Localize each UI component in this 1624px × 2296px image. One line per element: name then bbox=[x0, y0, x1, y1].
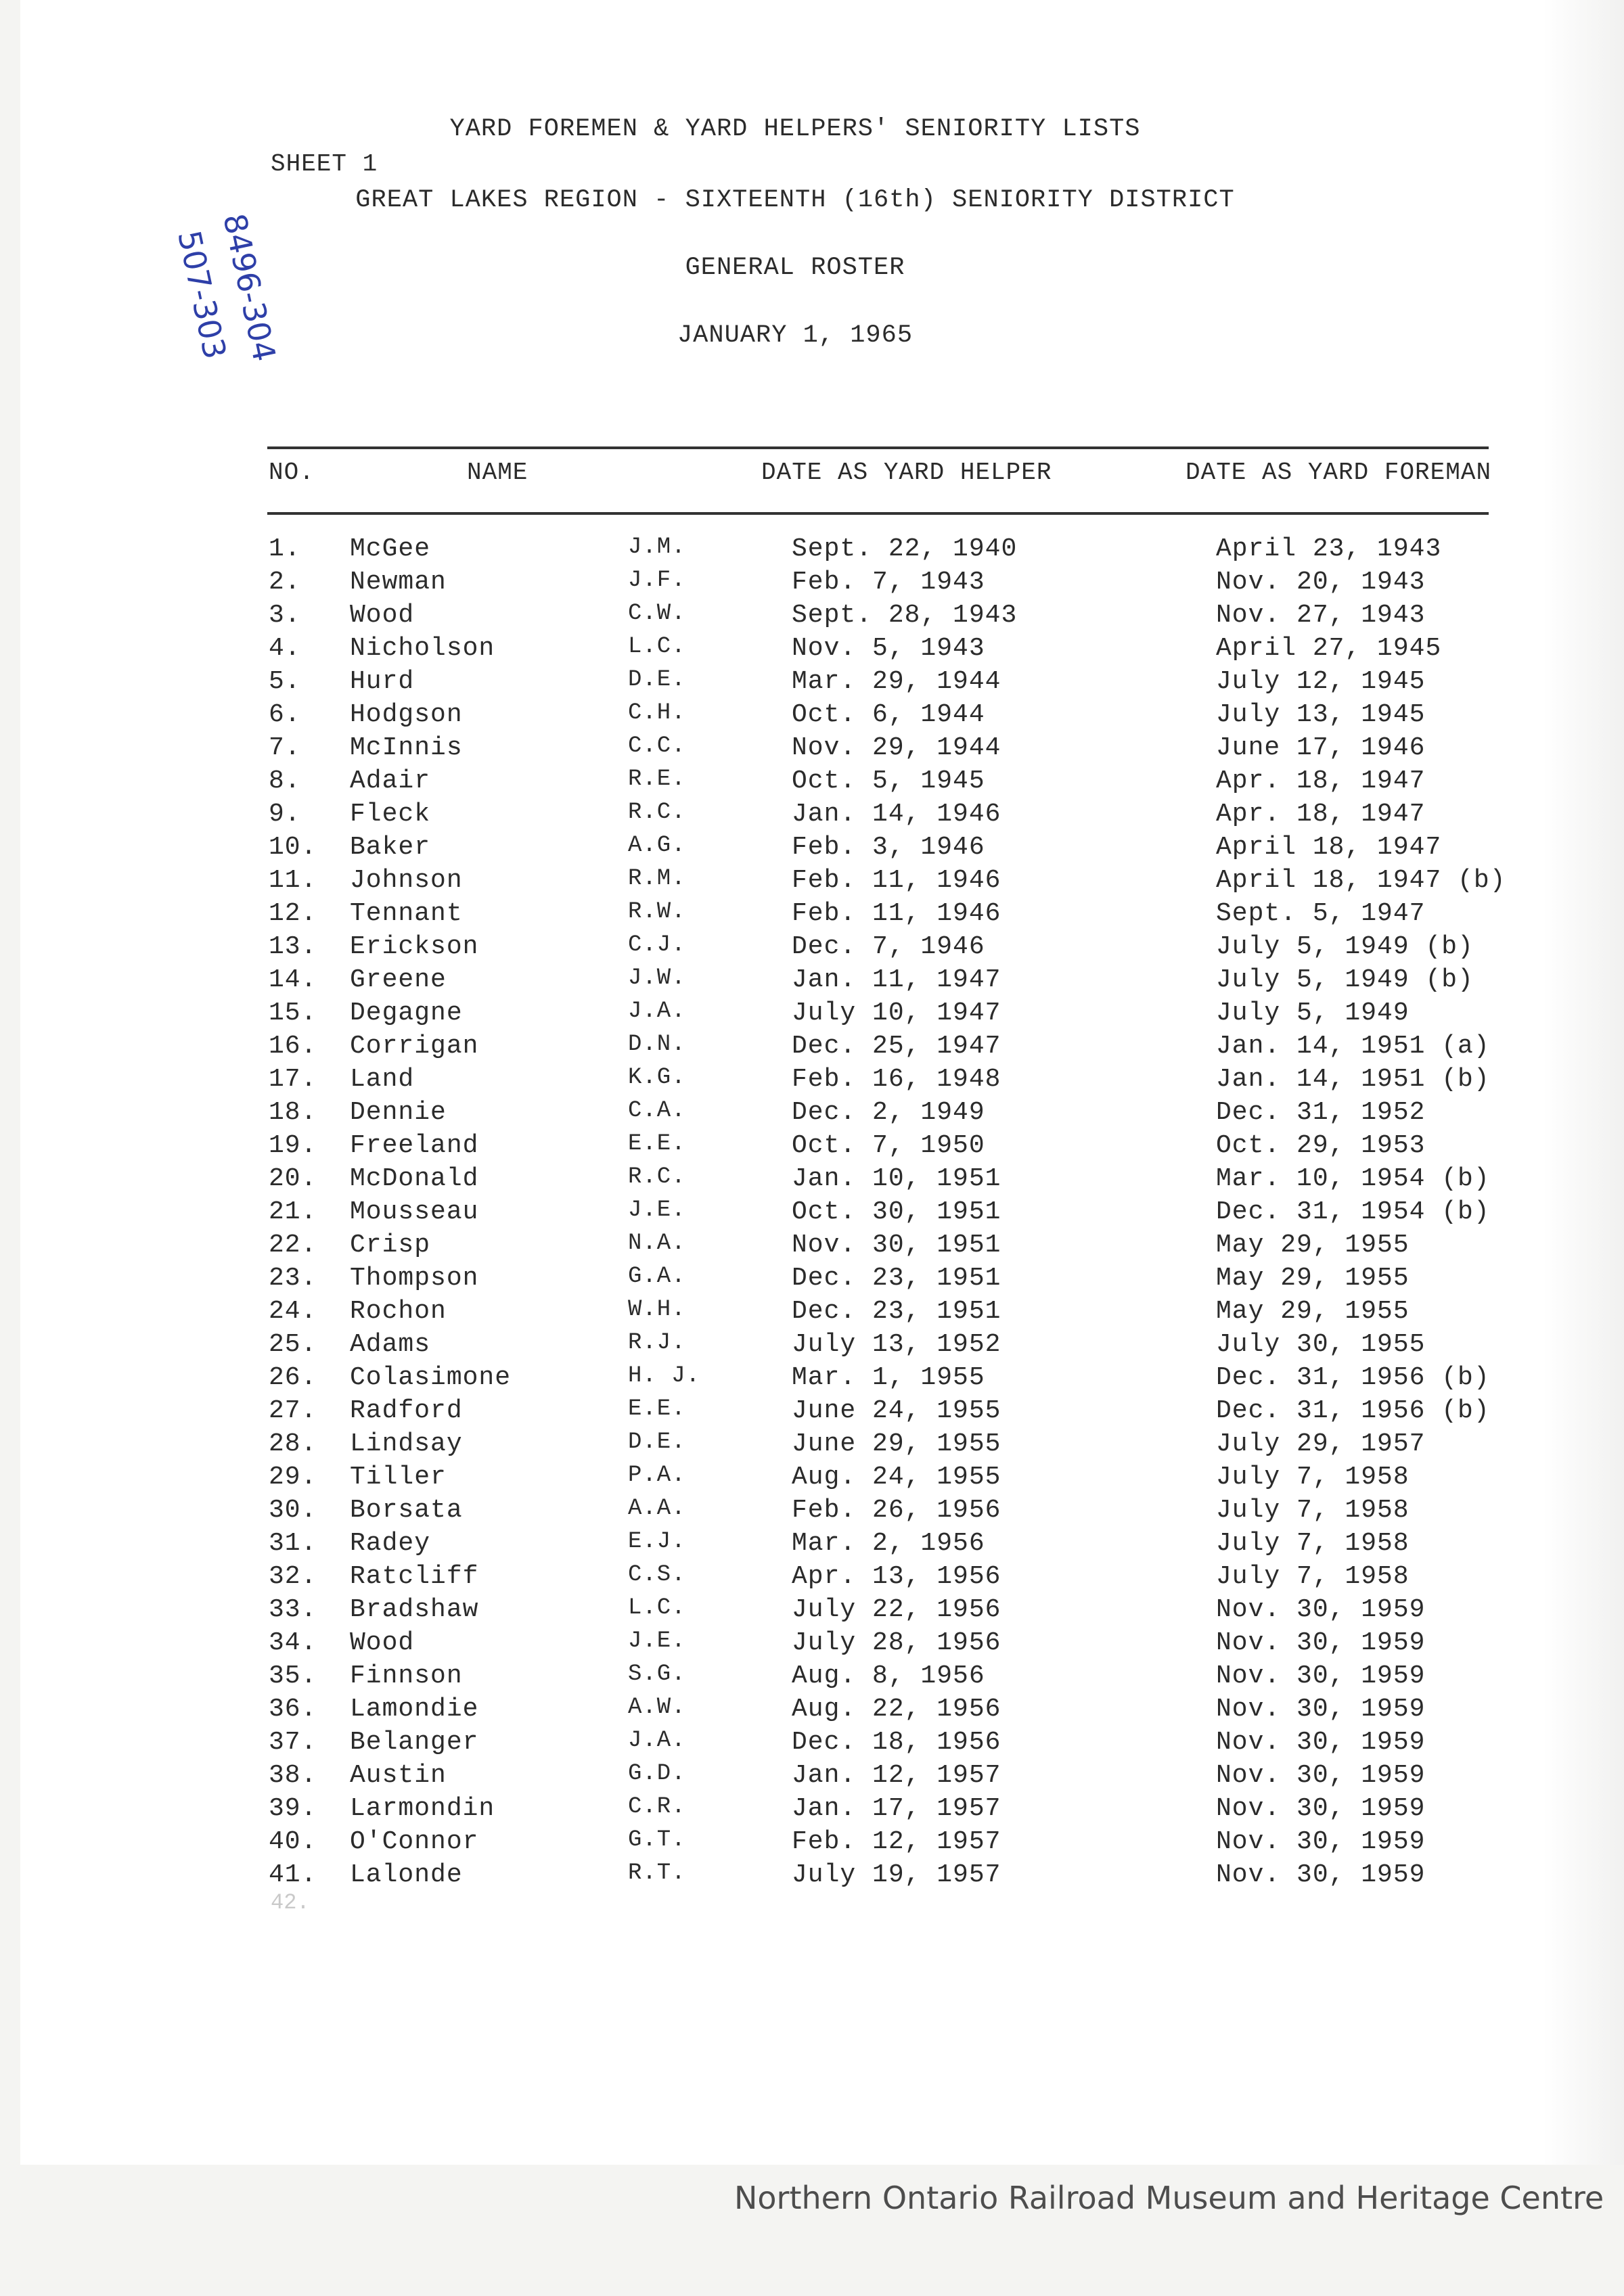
table-header-rule bbox=[267, 512, 1489, 515]
region-heading: GREAT LAKES REGION - SIXTEENTH (16th) SENIORITY DISTRICT bbox=[355, 186, 1235, 214]
row-foreman-date: July 29, 1957 bbox=[1216, 1429, 1426, 1459]
row-number: 1. bbox=[269, 534, 301, 564]
row-initials: C.C. bbox=[628, 733, 686, 759]
row-foreman-date: July 5, 1949 bbox=[1216, 998, 1409, 1028]
row-initials: P.A. bbox=[628, 1463, 686, 1488]
table-row bbox=[0, 1429, 1624, 1462]
row-helper-date: Jan. 14, 1946 bbox=[792, 800, 1001, 829]
table-row bbox=[0, 1463, 1624, 1495]
museum-footer: Northern Ontario Railroad Museum and Heritage Centre bbox=[734, 2180, 1604, 2216]
row-number: 17. bbox=[269, 1065, 317, 1094]
row-helper-date: Dec. 7, 1946 bbox=[792, 932, 985, 961]
row-initials: C.A. bbox=[628, 1098, 686, 1124]
row-foreman-date: Jan. 14, 1951 (b) bbox=[1216, 1065, 1490, 1094]
row-initials: J.A. bbox=[628, 1728, 686, 1753]
row-surname: Johnson bbox=[350, 866, 463, 895]
row-foreman-date: Nov. 27, 1943 bbox=[1216, 601, 1426, 630]
row-number: 39. bbox=[269, 1794, 317, 1823]
row-helper-date: Aug. 24, 1955 bbox=[792, 1463, 1001, 1492]
row-surname: Mousseau bbox=[350, 1197, 479, 1226]
table-row bbox=[0, 1695, 1624, 1727]
row-helper-date: Jan. 11, 1947 bbox=[792, 965, 1001, 994]
row-foreman-date: July 5, 1949 (b) bbox=[1216, 965, 1474, 994]
table-row bbox=[0, 998, 1624, 1031]
row-surname: McGee bbox=[350, 534, 431, 564]
row-number: 28. bbox=[269, 1429, 317, 1459]
row-foreman-date: April 23, 1943 bbox=[1216, 534, 1442, 564]
row-surname: Ratcliff bbox=[350, 1562, 479, 1591]
row-initials: A.A. bbox=[628, 1496, 686, 1521]
table-row bbox=[0, 1065, 1624, 1097]
document-title: YARD FOREMEN & YARD HELPERS' SENIORITY LISTS bbox=[449, 115, 1141, 143]
row-surname: Hodgson bbox=[350, 700, 463, 729]
row-surname: Thompson bbox=[350, 1264, 479, 1293]
row-foreman-date: April 18, 1947 bbox=[1216, 833, 1442, 862]
row-number: 36. bbox=[269, 1695, 317, 1724]
row-foreman-date: Nov. 30, 1959 bbox=[1216, 1827, 1426, 1856]
row-surname: Freeland bbox=[350, 1131, 479, 1160]
row-foreman-date: Dec. 31, 1952 bbox=[1216, 1098, 1426, 1127]
row-number: 20. bbox=[269, 1164, 317, 1193]
row-foreman-date: Sept. 5, 1947 bbox=[1216, 899, 1426, 928]
table-row bbox=[0, 1496, 1624, 1528]
row-helper-date: Nov. 29, 1944 bbox=[792, 733, 1001, 762]
row-number: 29. bbox=[269, 1463, 317, 1492]
row-initials: G.D. bbox=[628, 1761, 686, 1787]
row-helper-date: Dec. 2, 1949 bbox=[792, 1098, 985, 1127]
row-foreman-date: May 29, 1955 bbox=[1216, 1264, 1409, 1293]
table-row bbox=[0, 1529, 1624, 1561]
row-foreman-date: June 17, 1946 bbox=[1216, 733, 1426, 762]
row-initials: R.T. bbox=[628, 1860, 686, 1886]
row-helper-date: July 10, 1947 bbox=[792, 998, 1001, 1028]
row-number: 27. bbox=[269, 1396, 317, 1425]
row-initials: C.R. bbox=[628, 1794, 686, 1820]
row-number: 34. bbox=[269, 1628, 317, 1657]
row-helper-date: Apr. 13, 1956 bbox=[792, 1562, 1001, 1591]
row-initials: G.A. bbox=[628, 1264, 686, 1289]
table-row bbox=[0, 534, 1624, 567]
table-row bbox=[0, 667, 1624, 699]
row-initials: C.S. bbox=[628, 1562, 686, 1588]
row-surname: Tennant bbox=[350, 899, 463, 928]
row-helper-date: June 24, 1955 bbox=[792, 1396, 1001, 1425]
row-surname: Fleck bbox=[350, 800, 431, 829]
table-row bbox=[0, 1363, 1624, 1396]
row-foreman-date: July 12, 1945 bbox=[1216, 667, 1426, 696]
row-foreman-date: July 13, 1945 bbox=[1216, 700, 1426, 729]
column-header-name: NAME bbox=[467, 459, 528, 486]
row-number: 18. bbox=[269, 1098, 317, 1127]
row-initials: R.C. bbox=[628, 1164, 686, 1190]
row-number: 37. bbox=[269, 1728, 317, 1757]
table-row bbox=[0, 1297, 1624, 1329]
row-surname: McInnis bbox=[350, 733, 463, 762]
row-helper-date: Oct. 7, 1950 bbox=[792, 1131, 985, 1160]
row-foreman-date: Dec. 31, 1956 (b) bbox=[1216, 1396, 1490, 1425]
row-helper-date: Feb. 26, 1956 bbox=[792, 1496, 1001, 1525]
row-helper-date: Mar. 2, 1956 bbox=[792, 1529, 985, 1558]
row-surname: McDonald bbox=[350, 1164, 479, 1193]
row-surname: Rochon bbox=[350, 1297, 447, 1326]
row-helper-date: Feb. 16, 1948 bbox=[792, 1065, 1001, 1094]
row-number: 10. bbox=[269, 833, 317, 862]
handwritten-note-line-1: 8496-304 bbox=[216, 210, 284, 365]
table-row bbox=[0, 1794, 1624, 1827]
row-helper-date: Feb. 11, 1946 bbox=[792, 866, 1001, 895]
row-number: 33. bbox=[269, 1595, 317, 1624]
row-initials: G.T. bbox=[628, 1827, 686, 1853]
row-number: 16. bbox=[269, 1032, 317, 1061]
row-initials: R.W. bbox=[628, 899, 686, 925]
row-surname: Lindsay bbox=[350, 1429, 463, 1459]
row-foreman-date: Mar. 10, 1954 (b) bbox=[1216, 1164, 1490, 1193]
table-row bbox=[0, 1728, 1624, 1760]
row-number: 35. bbox=[269, 1661, 317, 1691]
row-helper-date: Feb. 7, 1943 bbox=[792, 568, 985, 597]
row-foreman-date: July 7, 1958 bbox=[1216, 1496, 1409, 1525]
row-number: 7. bbox=[269, 733, 301, 762]
row-initials: J.E. bbox=[628, 1197, 686, 1223]
row-foreman-date: Oct. 29, 1953 bbox=[1216, 1131, 1426, 1160]
row-number: 9. bbox=[269, 800, 301, 829]
row-initials: E.E. bbox=[628, 1396, 686, 1422]
row-initials: D.E. bbox=[628, 1429, 686, 1455]
row-number: 19. bbox=[269, 1131, 317, 1160]
row-surname: Larmondin bbox=[350, 1794, 495, 1823]
row-number: 6. bbox=[269, 700, 301, 729]
row-helper-date: July 28, 1956 bbox=[792, 1628, 1001, 1657]
row-surname: Degagne bbox=[350, 998, 463, 1028]
row-helper-date: Sept. 28, 1943 bbox=[792, 601, 1018, 630]
row-foreman-date: May 29, 1955 bbox=[1216, 1231, 1409, 1260]
table-row bbox=[0, 1827, 1624, 1860]
row-foreman-date: July 7, 1958 bbox=[1216, 1562, 1409, 1591]
row-initials: K.G. bbox=[628, 1065, 686, 1090]
roster-heading: GENERAL ROSTER bbox=[685, 254, 905, 282]
row-surname: Wood bbox=[350, 1628, 415, 1657]
table-row bbox=[0, 1330, 1624, 1362]
table-row bbox=[0, 1164, 1624, 1197]
row-initials: J.E. bbox=[628, 1628, 686, 1654]
row-initials: R.J. bbox=[628, 1330, 686, 1356]
row-initials: J.M. bbox=[628, 534, 686, 560]
row-initials: L.C. bbox=[628, 1595, 686, 1621]
row-surname: Newman bbox=[350, 568, 447, 597]
row-surname: Wood bbox=[350, 601, 415, 630]
row-number: 2. bbox=[269, 568, 301, 597]
row-surname: Borsata bbox=[350, 1496, 463, 1525]
row-surname: Belanger bbox=[350, 1728, 479, 1757]
row-initials: H. J. bbox=[628, 1363, 701, 1389]
row-number: 25. bbox=[269, 1330, 317, 1359]
row-helper-date: Dec. 18, 1956 bbox=[792, 1728, 1001, 1757]
row-initials: J.A. bbox=[628, 998, 686, 1024]
row-initials: C.W. bbox=[628, 601, 686, 626]
row-surname: Lamondie bbox=[350, 1695, 479, 1724]
row-helper-date: Dec. 25, 1947 bbox=[792, 1032, 1001, 1061]
row-helper-date: July 19, 1957 bbox=[792, 1860, 1001, 1889]
row-helper-date: Aug. 22, 1956 bbox=[792, 1695, 1001, 1724]
row-initials: C.H. bbox=[628, 700, 686, 726]
row-initials: D.E. bbox=[628, 667, 686, 693]
table-row bbox=[0, 1860, 1624, 1893]
row-surname: Tiller bbox=[350, 1463, 447, 1492]
row-number: 3. bbox=[269, 601, 301, 630]
row-initials: W.H. bbox=[628, 1297, 686, 1323]
table-row bbox=[0, 965, 1624, 998]
row-surname: Land bbox=[350, 1065, 415, 1094]
table-row bbox=[0, 700, 1624, 733]
table-row bbox=[0, 568, 1624, 600]
row-foreman-date: April 27, 1945 bbox=[1216, 634, 1442, 663]
row-surname: Finnson bbox=[350, 1661, 463, 1691]
table-row bbox=[0, 766, 1624, 799]
row-number: 40. bbox=[269, 1827, 317, 1856]
row-helper-date: Jan. 12, 1957 bbox=[792, 1761, 1001, 1790]
row-foreman-date: July 5, 1949 (b) bbox=[1216, 932, 1474, 961]
table-row bbox=[0, 1661, 1624, 1694]
row-surname: Adair bbox=[350, 766, 431, 796]
table-row bbox=[0, 932, 1624, 965]
table-row bbox=[0, 866, 1624, 898]
column-header-helper-date: DATE AS YARD HELPER bbox=[761, 459, 1052, 486]
row-foreman-date: Nov. 30, 1959 bbox=[1216, 1595, 1426, 1624]
row-number: 38. bbox=[269, 1761, 317, 1790]
table-row bbox=[0, 634, 1624, 666]
row-foreman-date: Nov. 30, 1959 bbox=[1216, 1794, 1426, 1823]
handwritten-note-line-2: 507-303 bbox=[171, 227, 234, 363]
row-helper-date: Feb. 11, 1946 bbox=[792, 899, 1001, 928]
row-initials: S.G. bbox=[628, 1661, 686, 1687]
row-surname: Dennie bbox=[350, 1098, 447, 1127]
handwritten-note bbox=[159, 203, 362, 406]
row-initials: E.J. bbox=[628, 1529, 686, 1555]
row-helper-date: Dec. 23, 1951 bbox=[792, 1264, 1001, 1293]
row-helper-date: Mar. 1, 1955 bbox=[792, 1363, 985, 1392]
row-surname: Austin bbox=[350, 1761, 447, 1790]
row-initials: R.E. bbox=[628, 766, 686, 792]
row-number: 41. bbox=[269, 1860, 317, 1889]
row-surname: Bradshaw bbox=[350, 1595, 479, 1624]
row-helper-date: Feb. 12, 1957 bbox=[792, 1827, 1001, 1856]
roster-date: JANUARY 1, 1965 bbox=[677, 321, 914, 350]
row-foreman-date: Jan. 14, 1951 (a) bbox=[1216, 1032, 1490, 1061]
row-foreman-date: Nov. 30, 1959 bbox=[1216, 1728, 1426, 1757]
row-helper-date: Aug. 8, 1956 bbox=[792, 1661, 985, 1691]
sheet-label: SHEET 1 bbox=[271, 150, 378, 178]
row-number: 21. bbox=[269, 1197, 317, 1226]
row-foreman-date: Nov. 30, 1959 bbox=[1216, 1628, 1426, 1657]
row-helper-date: Oct. 5, 1945 bbox=[792, 766, 985, 796]
row-foreman-date: Nov. 30, 1959 bbox=[1216, 1695, 1426, 1724]
row-initials: D.N. bbox=[628, 1032, 686, 1057]
row-surname: Adams bbox=[350, 1330, 431, 1359]
row-surname: Greene bbox=[350, 965, 447, 994]
row-surname: Crisp bbox=[350, 1231, 431, 1260]
row-foreman-date: May 29, 1955 bbox=[1216, 1297, 1409, 1326]
row-initials: N.A. bbox=[628, 1231, 686, 1256]
row-surname: Nicholson bbox=[350, 634, 495, 663]
row-helper-date: Nov. 5, 1943 bbox=[792, 634, 985, 663]
row-initials: J.W. bbox=[628, 965, 686, 991]
row-foreman-date: July 7, 1958 bbox=[1216, 1463, 1409, 1492]
table-row bbox=[0, 733, 1624, 766]
row-foreman-date: July 30, 1955 bbox=[1216, 1330, 1426, 1359]
row-number: 15. bbox=[269, 998, 317, 1028]
table-row bbox=[0, 800, 1624, 832]
row-initials: R.M. bbox=[628, 866, 686, 892]
row-initials: C.J. bbox=[628, 932, 686, 958]
row-foreman-date: Dec. 31, 1954 (b) bbox=[1216, 1197, 1490, 1226]
row-helper-date: Mar. 29, 1944 bbox=[792, 667, 1001, 696]
row-foreman-date: July 7, 1958 bbox=[1216, 1529, 1409, 1558]
row-initials: A.W. bbox=[628, 1695, 686, 1720]
row-helper-date: July 13, 1952 bbox=[792, 1330, 1001, 1359]
table-row bbox=[0, 1761, 1624, 1793]
row-foreman-date: Dec. 31, 1956 (b) bbox=[1216, 1363, 1490, 1392]
table-row bbox=[0, 1396, 1624, 1429]
row-number: 22. bbox=[269, 1231, 317, 1260]
row-helper-date: Feb. 3, 1946 bbox=[792, 833, 985, 862]
row-number: 5. bbox=[269, 667, 301, 696]
row-number: 23. bbox=[269, 1264, 317, 1293]
table-row bbox=[0, 1032, 1624, 1064]
row-foreman-date: Nov. 20, 1943 bbox=[1216, 568, 1426, 597]
row-helper-date: Dec. 23, 1951 bbox=[792, 1297, 1001, 1326]
row-helper-date: Sept. 22, 1940 bbox=[792, 534, 1018, 564]
row-foreman-date: Nov. 30, 1959 bbox=[1216, 1661, 1426, 1691]
table-row bbox=[0, 1098, 1624, 1130]
row-number: 4. bbox=[269, 634, 301, 663]
row-number: 13. bbox=[269, 932, 317, 961]
row-surname: Colasimone bbox=[350, 1363, 512, 1392]
row-initials: A.G. bbox=[628, 833, 686, 858]
row-number: 8. bbox=[269, 766, 301, 796]
row-number: 30. bbox=[269, 1496, 317, 1525]
row-surname: Erickson bbox=[350, 932, 479, 961]
row-helper-date: Jan. 17, 1957 bbox=[792, 1794, 1001, 1823]
table-row bbox=[0, 1628, 1624, 1661]
table-row bbox=[0, 1231, 1624, 1263]
row-initials: E.E. bbox=[628, 1131, 686, 1157]
row-number: 31. bbox=[269, 1529, 317, 1558]
row-number: 32. bbox=[269, 1562, 317, 1591]
table-row bbox=[0, 1197, 1624, 1230]
row-helper-date: July 22, 1956 bbox=[792, 1595, 1001, 1624]
row-helper-date: Oct. 30, 1951 bbox=[792, 1197, 1001, 1226]
row-initials: J.F. bbox=[628, 568, 686, 593]
row-number: 14. bbox=[269, 965, 317, 994]
row-number: 24. bbox=[269, 1297, 317, 1326]
row-surname: Radford bbox=[350, 1396, 463, 1425]
row-foreman-date: Nov. 30, 1959 bbox=[1216, 1860, 1426, 1889]
row-foreman-date: Nov. 30, 1959 bbox=[1216, 1761, 1426, 1790]
row-surname: O'Connor bbox=[350, 1827, 479, 1856]
column-header-no: NO. bbox=[269, 459, 315, 486]
table-row bbox=[0, 1264, 1624, 1296]
row-helper-date: Jan. 10, 1951 bbox=[792, 1164, 1001, 1193]
table-row bbox=[0, 1562, 1624, 1594]
table-row bbox=[0, 899, 1624, 932]
row-initials: L.C. bbox=[628, 634, 686, 660]
row-surname: Corrigan bbox=[350, 1032, 479, 1061]
table-top-rule bbox=[267, 446, 1489, 449]
row-foreman-date: Apr. 18, 1947 bbox=[1216, 766, 1426, 796]
row-helper-date: Nov. 30, 1951 bbox=[792, 1231, 1001, 1260]
row-foreman-date: April 18, 1947 (b) bbox=[1216, 866, 1506, 895]
row-helper-date: June 29, 1955 bbox=[792, 1429, 1001, 1459]
table-row bbox=[0, 1595, 1624, 1628]
table-row bbox=[0, 601, 1624, 633]
row-number: 12. bbox=[269, 899, 317, 928]
row-number: 26. bbox=[269, 1363, 317, 1392]
column-header-foreman-date: DATE AS YARD FOREMAN bbox=[1186, 459, 1492, 486]
row-surname: Hurd bbox=[350, 667, 415, 696]
row-initials: R.C. bbox=[628, 800, 686, 825]
table-row bbox=[0, 833, 1624, 865]
row-helper-date: Oct. 6, 1944 bbox=[792, 700, 985, 729]
row-foreman-date: Apr. 18, 1947 bbox=[1216, 800, 1426, 829]
row-surname: Lalonde bbox=[350, 1860, 463, 1889]
row-number: 11. bbox=[269, 866, 317, 895]
row-surname: Baker bbox=[350, 833, 431, 862]
row-surname: Radey bbox=[350, 1529, 431, 1558]
table-row bbox=[0, 1131, 1624, 1164]
trailing-row-number: 42. bbox=[271, 1890, 310, 1915]
